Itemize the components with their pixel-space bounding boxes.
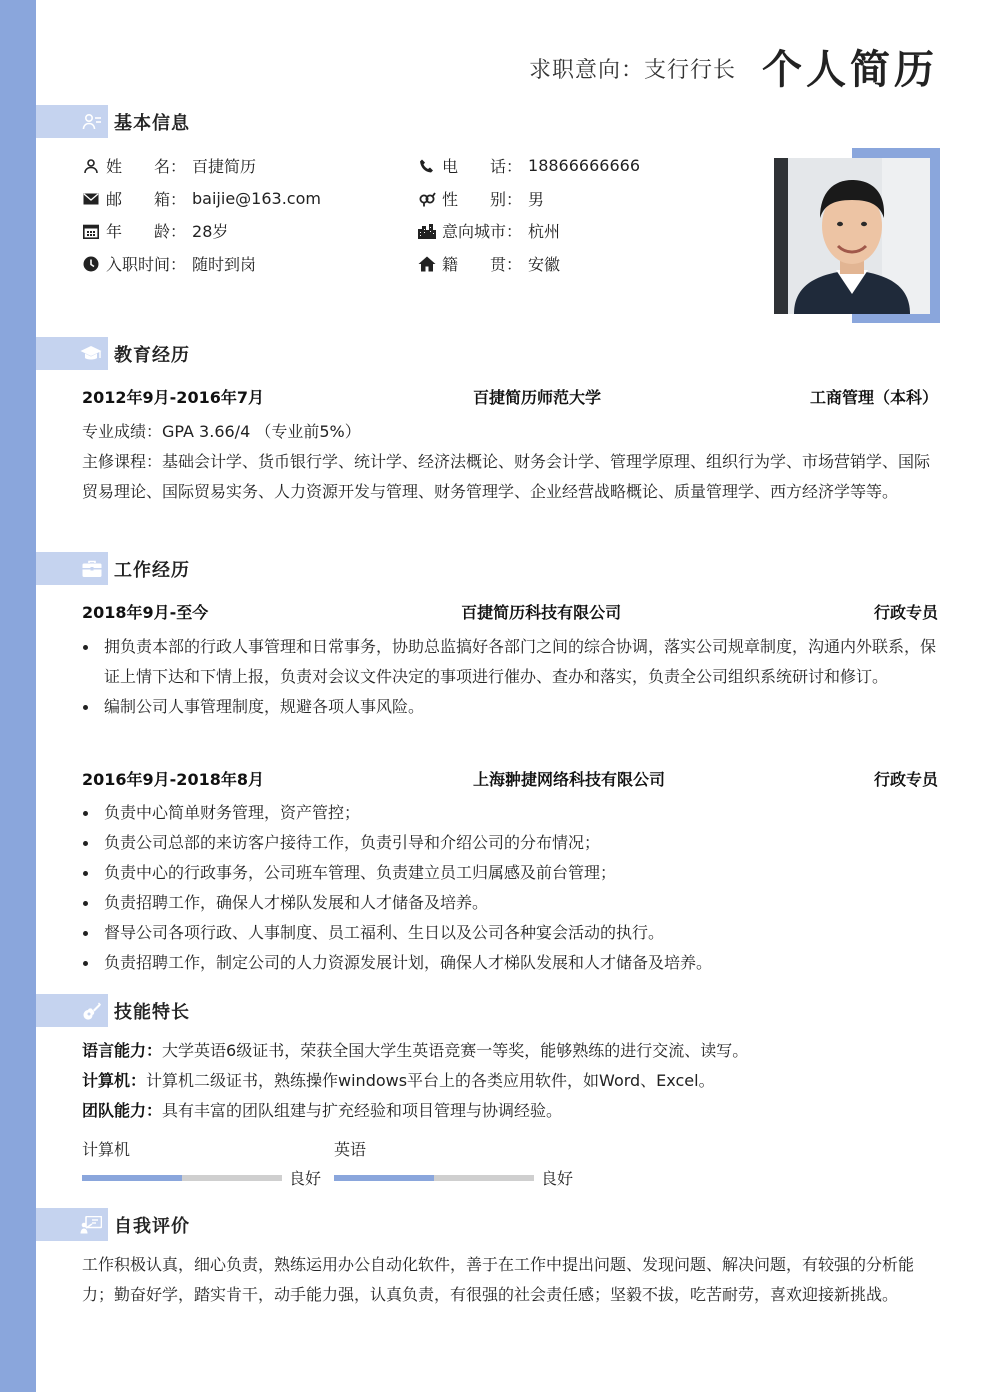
info-phone: 电话 ： 18866666666 xyxy=(418,154,640,177)
clock-icon xyxy=(82,255,100,273)
job-company: 上海翀捷网络科技有限公司 xyxy=(472,770,665,789)
section-self-eval xyxy=(36,1208,190,1241)
section-title: 基本信息 xyxy=(114,112,190,134)
skill-line-team: 团队能力：具有丰富的团队组建与扩充经验和项目管理与协调经验。 xyxy=(82,1101,563,1120)
list-item: 负责中心的行政事务，公司班车管理、负责建立员工归属感及前台管理； xyxy=(82,858,940,888)
calendar-icon xyxy=(82,222,100,240)
user-card-icon xyxy=(82,112,102,132)
envelope-icon xyxy=(82,190,100,208)
graduation-cap-icon xyxy=(80,345,102,363)
profile-photo xyxy=(774,158,930,314)
name-value: 百捷简历 xyxy=(192,157,257,176)
skill-bar-level: 良好 xyxy=(541,1169,574,1188)
skill-bar-fill xyxy=(334,1175,434,1181)
skill-bar-label: 英语 xyxy=(334,1140,367,1159)
edu-major: 工商管理（本科） xyxy=(809,388,938,407)
city-value: 杭州 xyxy=(528,222,561,241)
section-title: 工作经历 xyxy=(114,559,190,581)
list-item: 负责中心简单财务管理，资产管控； xyxy=(82,798,940,828)
home-icon xyxy=(418,255,436,273)
education-row xyxy=(82,385,938,408)
job-role: 行政专员 xyxy=(873,603,938,622)
list-item: 负责公司总部的来访客户接待工作，负责引导和介绍公司的分布情况； xyxy=(82,828,940,858)
list-item: 拥负责本部的行政人事管理和日常事务，协助总监搞好各部门之间的综合协调，落实公司规章制度，沟通内外联系，保证上情下达和下情上报，负责对会议文件决定的事项进行催办、查办和落实，负责全公司组织系统研讨和修订。 xyxy=(82,632,940,692)
age-value: 28岁 xyxy=(192,222,229,241)
city-icon xyxy=(418,222,436,240)
skill-bar xyxy=(334,1175,534,1181)
info-city: 意向城市 ： 杭州 xyxy=(418,219,560,242)
info-email: 邮箱 ： baijie@163.com xyxy=(82,187,321,210)
list-item: 负责招聘工作，制定公司的人力资源发展计划，确保人才梯队发展和人才储备及培养。 xyxy=(82,948,940,978)
job-row xyxy=(82,767,938,790)
info-name: 姓名 ： 百捷简历 xyxy=(82,154,256,177)
skill-bar-label: 计算机 xyxy=(82,1140,131,1159)
job-company: 百捷简历科技有限公司 xyxy=(461,603,622,622)
section-title: 教育经历 xyxy=(114,344,190,366)
job-period: 2016年9月-2018年8月 xyxy=(82,770,264,789)
list-item: 督导公司各项行政、人事制度、员工福利、生日以及公司各种宴会活动的执行。 xyxy=(82,918,940,948)
skill-line-computer: 计算机：计算机二级证书，熟练操作windows平台上的各类应用软件，如Word、Excel。 xyxy=(82,1071,715,1090)
list-item: 负责招聘工作，确保人才梯队发展和人才储备及培养。 xyxy=(82,888,940,918)
section-education xyxy=(36,337,190,370)
phone-icon xyxy=(418,157,436,175)
edu-courses: 主修课程：基础会计学、货币银行学、统计学、经济法概论、财务会计学、管理学原理、组织行为学、市场营销学、国际贸易理论、国际贸易实务、人力资源开发与管理、财务管理学、企业经营战略概论、质量管理学、西方经济学等等。 xyxy=(82,452,931,501)
info-gender: 性别 ： 男 xyxy=(418,187,544,210)
gender-value: 男 xyxy=(528,190,545,209)
page-title: 个人简历 xyxy=(762,47,938,93)
job-intent: 求职意向：支行行长 xyxy=(528,58,736,83)
section-basic-info xyxy=(36,105,190,138)
resume-header xyxy=(529,38,938,95)
skill-bar xyxy=(82,1175,282,1181)
section-work xyxy=(36,552,190,585)
edu-school: 百捷简历师范大学 xyxy=(472,388,601,407)
briefcase-icon xyxy=(82,560,102,578)
job-period: 2018年9月-至今 xyxy=(82,603,209,622)
edu-period: 2012年9月-2016年7月 xyxy=(82,388,264,407)
list-item: 编制公司人事管理制度，规避各项人事风险。 xyxy=(82,692,940,722)
job-role: 行政专员 xyxy=(873,770,938,789)
job-duties xyxy=(82,632,940,722)
person-icon xyxy=(82,157,100,175)
email-value: baijie@163.com xyxy=(192,189,321,208)
sidebar-stripe xyxy=(0,0,36,1392)
section-skills xyxy=(36,994,190,1027)
info-start: 入职时间 ： 随时到岗 xyxy=(82,252,256,275)
job-duties xyxy=(82,798,940,978)
info-age: 年龄 ： 28岁 xyxy=(82,219,228,242)
skill-bar-fill xyxy=(82,1175,182,1181)
origin-value: 安徽 xyxy=(528,255,561,274)
skill-bar-level: 良好 xyxy=(289,1169,322,1188)
job-row xyxy=(82,600,938,623)
guitar-icon xyxy=(82,1001,102,1021)
edu-gpa: 专业成绩：GPA 3.66/4 （专业前5%） xyxy=(82,422,361,441)
presenter-icon xyxy=(80,1216,102,1234)
section-title: 技能特长 xyxy=(114,1001,190,1023)
info-origin: 籍贯 ： 安徽 xyxy=(418,252,560,275)
phone-value: 18866666666 xyxy=(528,156,640,175)
skill-line-language: 语言能力：大学英语6级证书，荣获全国大学生英语竞赛一等奖，能够熟练的进行交流、读写。 xyxy=(82,1041,749,1060)
self-eval-text: 工作积极认真，细心负责，熟练运用办公自动化软件，善于在工作中提出问题、发现问题、解决问题，有较强的分析能力；勤奋好学，踏实肯干，动手能力强，认真负责，有很强的社会责任感；坚毅不拔，吃苦耐劳，喜欢迎接新挑战。 xyxy=(82,1255,915,1304)
gender-icon xyxy=(418,190,436,208)
start-value: 随时到岗 xyxy=(192,255,257,274)
section-title: 自我评价 xyxy=(114,1215,190,1237)
